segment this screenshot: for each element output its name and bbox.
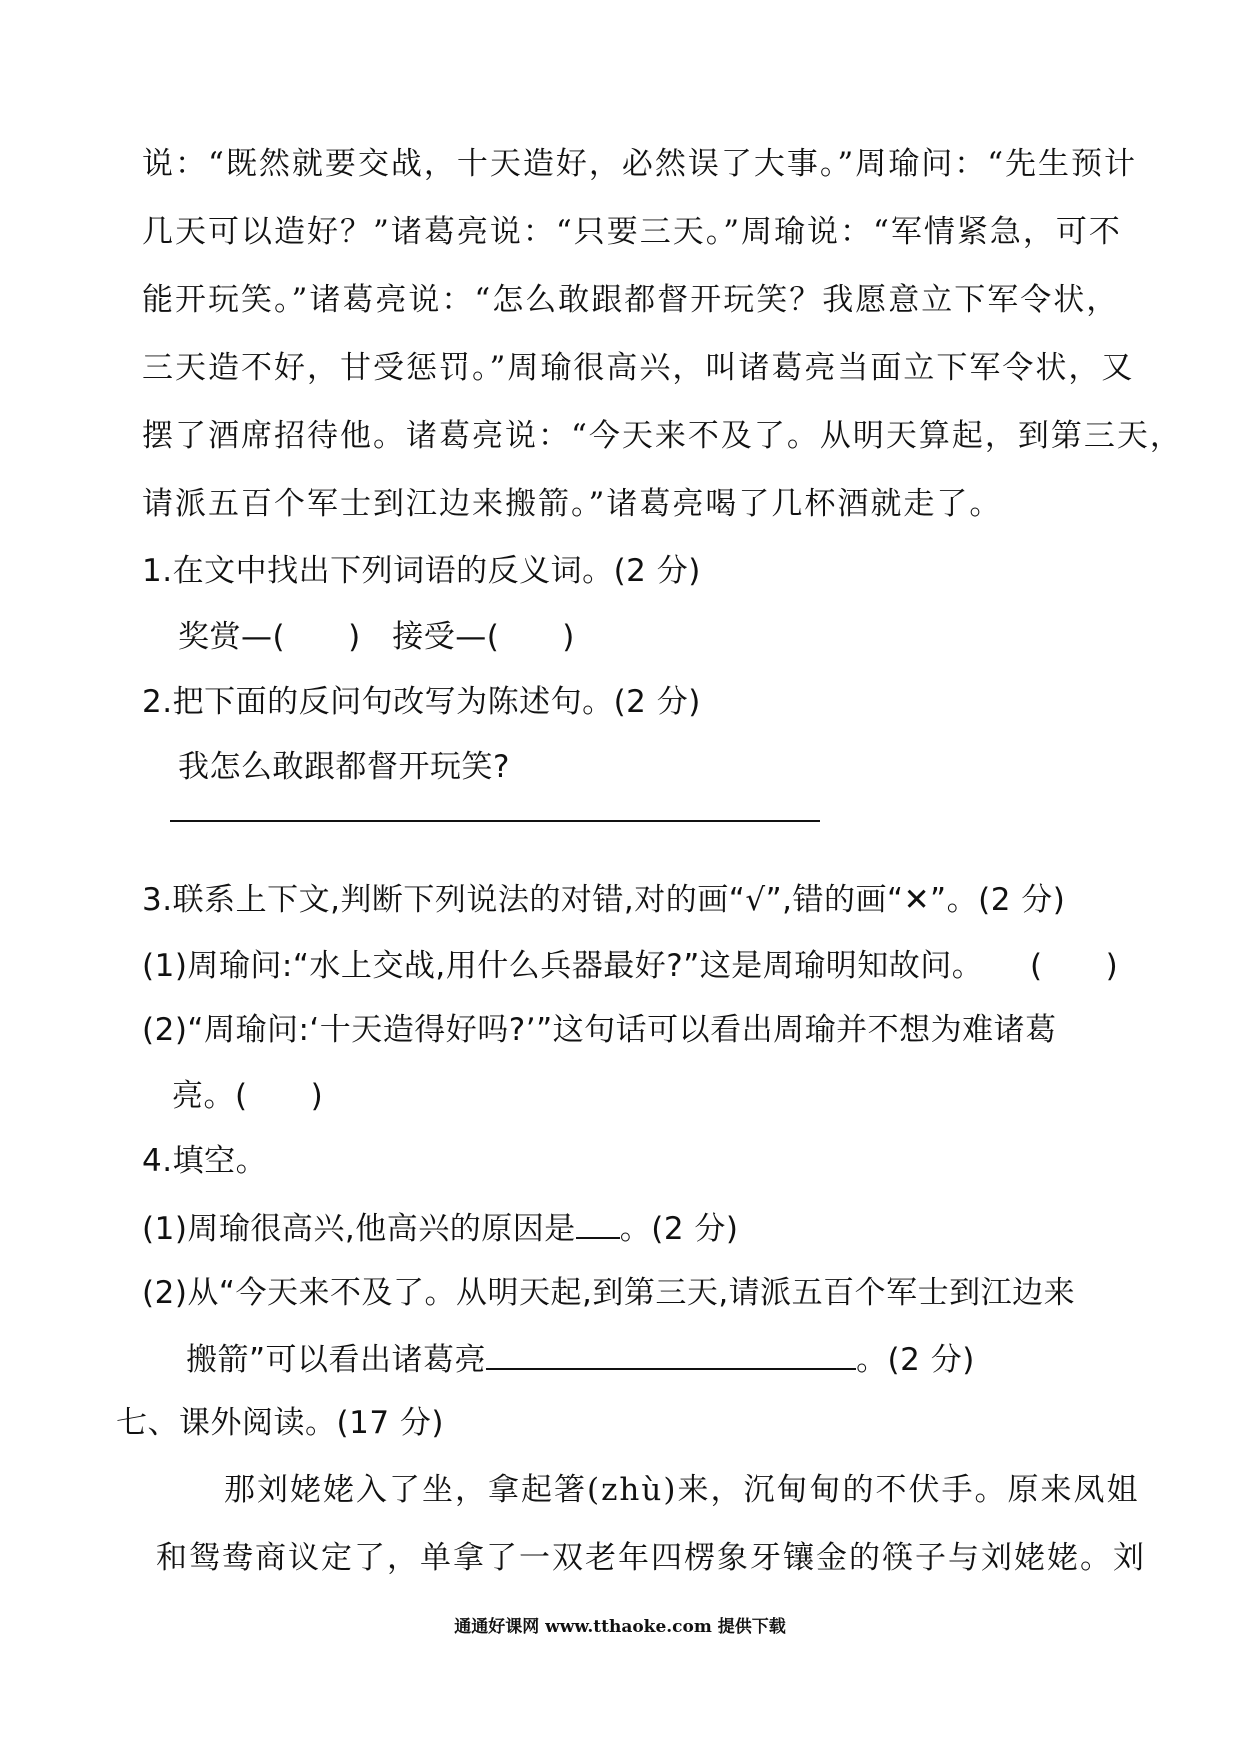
question-4-item-1 bbox=[142, 1207, 739, 1249]
footer-source: 通通好课网 www.tthaoke.com 提供下载 bbox=[454, 1617, 786, 1637]
question-3-item-1-answer[interactable]: ( ) bbox=[1030, 948, 1119, 984]
passage-line-1: 说：“既然就要交战，十天造好，必然误了大事。”周瑜问：“先生预计 bbox=[142, 146, 1138, 182]
question-3-item-2-line-1: (2)“周瑜问:‘十天造得好吗?’”这句话可以看出周瑜并不想为难诸葛 bbox=[142, 1012, 1057, 1048]
question-4-item-2-line-1: (2)从“今天来不及了。从明天起,到第三天,请派五百个军士到江边来 bbox=[142, 1275, 1076, 1311]
passage-line-3: 能开玩笑。”诸葛亮说：“怎么敢跟都督开玩笑？我愿意立下军令状， bbox=[142, 282, 1120, 318]
question-2-sentence: 我怎么敢跟都督开玩笑? bbox=[178, 749, 510, 785]
question-3-item-2-line-2: 亮。( ) bbox=[172, 1078, 324, 1114]
question-4-item-1-score: 。(2 分) bbox=[619, 1211, 739, 1247]
section-7-heading: 七、课外阅读。(17 分) bbox=[116, 1405, 444, 1441]
question-4-item-2-text: 搬箭”可以看出诸葛亮 bbox=[186, 1342, 487, 1378]
question-1-answer: 奖赏—( ) 接受—( ) bbox=[178, 619, 575, 655]
question-4-item-1-blank[interactable] bbox=[576, 1207, 620, 1239]
question-2-answer-line[interactable] bbox=[170, 820, 820, 822]
question-2-title: 2.把下面的反问句改写为陈述句。(2 分) bbox=[142, 684, 701, 720]
question-4-item-2-line-2 bbox=[186, 1338, 975, 1380]
section-7-line-1: 那刘姥姥入了坐，拿起箸(zhù)来，沉甸甸的不伏手。原来凤姐 bbox=[224, 1472, 1140, 1508]
passage-line-5: 摆了酒席招待他。诸葛亮说：“今天来不及了。从明天算起，到第三天， bbox=[142, 418, 1183, 454]
question-3-item-1: (1)周瑜问:“水上交战,用什么兵器最好?”这是周瑜明知故问。 bbox=[142, 948, 984, 984]
passage-line-6: 请派五百个军士到江边来搬箭。”诸葛亮喝了几杯酒就走了。 bbox=[142, 486, 1003, 522]
question-4-item-1-text: (1)周瑜很高兴,他高兴的原因是 bbox=[142, 1211, 576, 1247]
passage-line-2: 几天可以造好？”诸葛亮说：“只要三天。”周瑜说：“军情紧急，可不 bbox=[142, 214, 1122, 250]
question-3-title: 3.联系上下文,判断下列说法的对错,对的画“√”,错的画“✕”。(2 分) bbox=[142, 882, 1066, 918]
section-7-line-2: 和鸳鸯商议定了，单拿了一双老年四楞象牙镶金的筷子与刘姥姥。刘 bbox=[156, 1540, 1146, 1576]
question-4-title: 4.填空。 bbox=[142, 1143, 268, 1179]
question-4-item-2-score: 。(2 分) bbox=[856, 1342, 975, 1378]
passage-line-4: 三天造不好，甘受惩罚。”周瑜很高兴，叫诸葛亮当面立下军令状，又 bbox=[142, 350, 1135, 386]
question-1-title: 1.在文中找出下列词语的反义词。(2 分) bbox=[142, 553, 701, 589]
question-4-item-2-blank[interactable] bbox=[486, 1338, 856, 1370]
